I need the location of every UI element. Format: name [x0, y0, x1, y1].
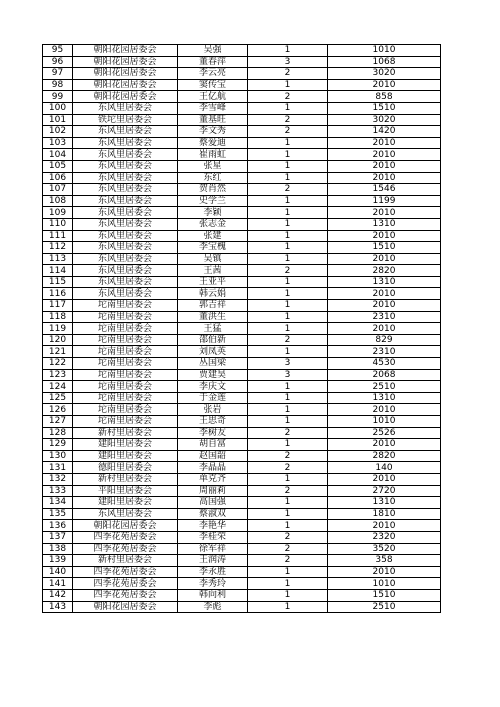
table-row [43, 207, 441, 219]
table-row [43, 276, 441, 288]
table-row [43, 381, 441, 393]
table-row [43, 149, 441, 161]
committee-cell: 东风里居委会 [73, 207, 178, 219]
name-cell: 东红 [178, 172, 248, 184]
row-number-cell: 105 [43, 160, 73, 172]
amount-cell: 2310 [328, 346, 441, 358]
row-number-cell: 124 [43, 381, 73, 393]
name-cell: 李桂荣 [178, 531, 248, 543]
count-cell: 3 [248, 358, 328, 370]
table-row [43, 102, 441, 114]
committee-cell: 东风里居委会 [73, 276, 178, 288]
amount-cell: 2720 [328, 485, 441, 497]
name-cell: 刘凤英 [178, 346, 248, 358]
amount-cell: 1199 [328, 195, 441, 207]
amount-cell: 1310 [328, 276, 441, 288]
table-row [43, 56, 441, 68]
amount-cell: 1310 [328, 497, 441, 509]
amount-cell: 2820 [328, 450, 441, 462]
name-cell: 李颖 [178, 207, 248, 219]
committee-cell: 四季花苑居委会 [73, 531, 178, 543]
amount-cell: 2320 [328, 531, 441, 543]
name-cell: 蔡爱迪 [178, 137, 248, 149]
name-cell: 李树友 [178, 427, 248, 439]
amount-cell: 1010 [328, 416, 441, 428]
table-row [43, 450, 441, 462]
name-cell: 吴强 [178, 45, 248, 57]
row-number-cell: 137 [43, 531, 73, 543]
committee-cell: 坨南里居委会 [73, 416, 178, 428]
amount-cell: 858 [328, 91, 441, 103]
amount-cell: 2010 [328, 79, 441, 91]
table-row [43, 311, 441, 323]
amount-cell: 2010 [328, 300, 441, 312]
row-number-cell: 122 [43, 358, 73, 370]
name-cell: 高国强 [178, 497, 248, 509]
row-number-cell: 102 [43, 126, 73, 138]
row-number-cell: 96 [43, 56, 73, 68]
name-cell: 王润涛 [178, 555, 248, 567]
count-cell: 1 [248, 416, 328, 428]
count-cell: 1 [248, 300, 328, 312]
name-cell: 徐军祥 [178, 543, 248, 555]
row-number-cell: 109 [43, 207, 73, 219]
row-number-cell: 136 [43, 520, 73, 532]
row-number-cell: 104 [43, 149, 73, 161]
name-cell: 李云亮 [178, 68, 248, 80]
table-row [43, 369, 441, 381]
row-number-cell: 118 [43, 311, 73, 323]
name-cell: 李宝槐 [178, 242, 248, 254]
row-number-cell: 108 [43, 195, 73, 207]
count-cell: 1 [248, 45, 328, 57]
committee-cell: 新村里居委会 [73, 473, 178, 485]
count-cell: 1 [248, 207, 328, 219]
name-cell: 董洪生 [178, 311, 248, 323]
table-row [43, 555, 441, 567]
table-row [43, 334, 441, 346]
committee-cell: 坨南里居委会 [73, 404, 178, 416]
name-cell: 张志金 [178, 218, 248, 230]
table-row [43, 288, 441, 300]
amount-cell: 4530 [328, 358, 441, 370]
row-number-cell: 131 [43, 462, 73, 474]
table-row [43, 566, 441, 578]
name-cell: 董春萍 [178, 56, 248, 68]
committee-cell: 四季花苑居委会 [73, 543, 178, 555]
row-number-cell: 111 [43, 230, 73, 242]
amount-cell: 2010 [328, 404, 441, 416]
committee-cell: 坨南里居委会 [73, 381, 178, 393]
row-number-cell: 98 [43, 79, 73, 91]
table-row [43, 265, 441, 277]
count-cell: 1 [248, 218, 328, 230]
row-number-cell: 106 [43, 172, 73, 184]
name-cell: 李永胜 [178, 566, 248, 578]
count-cell: 2 [248, 114, 328, 126]
name-cell: 于金莲 [178, 392, 248, 404]
committee-cell: 坨南里居委会 [73, 346, 178, 358]
count-cell: 2 [248, 543, 328, 555]
amount-cell: 1510 [328, 242, 441, 254]
table-row [43, 300, 441, 312]
table-row [43, 91, 441, 103]
table-row [43, 520, 441, 532]
count-cell: 2 [248, 531, 328, 543]
name-cell: 周丽莉 [178, 485, 248, 497]
committee-cell: 朝阳花园居委会 [73, 601, 178, 613]
committee-cell: 东风里居委会 [73, 253, 178, 265]
amount-cell: 1310 [328, 392, 441, 404]
row-number-cell: 126 [43, 404, 73, 416]
name-cell: 李雪峰 [178, 102, 248, 114]
count-cell: 1 [248, 439, 328, 451]
count-cell: 1 [248, 508, 328, 520]
committee-cell: 东风里居委会 [73, 184, 178, 196]
committee-cell: 东风里居委会 [73, 288, 178, 300]
committee-cell: 四季花苑居委会 [73, 589, 178, 601]
count-cell: 3 [248, 56, 328, 68]
name-cell: 张建 [178, 230, 248, 242]
committee-cell: 朝阳花园居委会 [73, 520, 178, 532]
count-cell: 1 [248, 520, 328, 532]
table-row [43, 160, 441, 172]
row-number-cell: 139 [43, 555, 73, 567]
name-cell: 窦传宝 [178, 79, 248, 91]
row-number-cell: 114 [43, 265, 73, 277]
amount-cell: 1310 [328, 218, 441, 230]
row-number-cell: 133 [43, 485, 73, 497]
table-row [43, 427, 441, 439]
table-row [43, 126, 441, 138]
table-row [43, 79, 441, 91]
name-cell: 李彪 [178, 601, 248, 613]
name-cell: 王茜 [178, 265, 248, 277]
name-cell: 贾建昊 [178, 369, 248, 381]
amount-cell: 2010 [328, 137, 441, 149]
name-cell: 李艳华 [178, 520, 248, 532]
count-cell: 1 [248, 323, 328, 335]
count-cell: 3 [248, 369, 328, 381]
table-row [43, 230, 441, 242]
amount-cell: 1010 [328, 45, 441, 57]
amount-cell: 2010 [328, 566, 441, 578]
committee-cell: 东风里居委会 [73, 160, 178, 172]
count-cell: 1 [248, 578, 328, 590]
count-cell: 2 [248, 427, 328, 439]
committee-cell: 东风里居委会 [73, 218, 178, 230]
committee-cell: 东风里居委会 [73, 137, 178, 149]
table-row [43, 172, 441, 184]
table-body [43, 45, 441, 613]
table-row [43, 416, 441, 428]
table-row [43, 462, 441, 474]
name-cell: 王亿航 [178, 91, 248, 103]
name-cell: 李庆文 [178, 381, 248, 393]
name-cell: 韩向利 [178, 589, 248, 601]
committee-cell: 东风里居委会 [73, 265, 178, 277]
name-cell: 李秀玲 [178, 578, 248, 590]
row-number-cell: 120 [43, 334, 73, 346]
table-row [43, 531, 441, 543]
row-number-cell: 134 [43, 497, 73, 509]
committee-cell: 建阳里居委会 [73, 450, 178, 462]
name-cell: 李文秀 [178, 126, 248, 138]
committee-cell: 东风里居委会 [73, 230, 178, 242]
amount-cell: 2010 [328, 160, 441, 172]
table-row [43, 114, 441, 126]
count-cell: 1 [248, 381, 328, 393]
amount-cell: 1510 [328, 589, 441, 601]
count-cell: 1 [248, 589, 328, 601]
table-row [43, 346, 441, 358]
count-cell: 1 [248, 392, 328, 404]
row-number-cell: 107 [43, 184, 73, 196]
row-number-cell: 135 [43, 508, 73, 520]
row-number-cell: 119 [43, 323, 73, 335]
table-row [43, 589, 441, 601]
count-cell: 1 [248, 242, 328, 254]
committee-cell: 铁坨里居委会 [73, 114, 178, 126]
amount-cell: 2010 [328, 323, 441, 335]
amount-cell: 2010 [328, 473, 441, 485]
committee-cell: 坨南里居委会 [73, 369, 178, 381]
amount-cell: 2010 [328, 439, 441, 451]
name-cell: 崔雨虹 [178, 149, 248, 161]
name-cell: 王思奇 [178, 416, 248, 428]
row-number-cell: 121 [43, 346, 73, 358]
amount-cell: 2820 [328, 265, 441, 277]
count-cell: 1 [248, 102, 328, 114]
amount-cell: 140 [328, 462, 441, 474]
amount-cell: 1068 [328, 56, 441, 68]
table-row [43, 242, 441, 254]
count-cell: 1 [248, 253, 328, 265]
count-cell: 1 [248, 497, 328, 509]
count-cell: 1 [248, 346, 328, 358]
table-row [43, 137, 441, 149]
table-row [43, 508, 441, 520]
count-cell: 1 [248, 288, 328, 300]
count-cell: 1 [248, 230, 328, 242]
amount-cell: 1546 [328, 184, 441, 196]
row-number-cell: 140 [43, 566, 73, 578]
row-number-cell: 125 [43, 392, 73, 404]
count-cell: 1 [248, 276, 328, 288]
name-cell: 胡自富 [178, 439, 248, 451]
row-number-cell: 132 [43, 473, 73, 485]
table-row [43, 253, 441, 265]
count-cell: 2 [248, 462, 328, 474]
count-cell: 1 [248, 404, 328, 416]
committee-cell: 新村里居委会 [73, 555, 178, 567]
name-cell: 李晶晶 [178, 462, 248, 474]
row-number-cell: 127 [43, 416, 73, 428]
amount-cell: 2010 [328, 207, 441, 219]
count-cell: 1 [248, 172, 328, 184]
count-cell: 2 [248, 126, 328, 138]
name-cell: 赵国韶 [178, 450, 248, 462]
row-number-cell: 128 [43, 427, 73, 439]
table-row [43, 323, 441, 335]
committee-cell: 东风里居委会 [73, 172, 178, 184]
name-cell: 吴镇 [178, 253, 248, 265]
count-cell: 1 [248, 473, 328, 485]
committee-cell: 四季花苑居委会 [73, 578, 178, 590]
records-table [42, 44, 441, 613]
committee-cell: 朝阳花园居委会 [73, 45, 178, 57]
row-number-cell: 95 [43, 45, 73, 57]
count-cell: 2 [248, 91, 328, 103]
count-cell: 2 [248, 265, 328, 277]
name-cell: 单克齐 [178, 473, 248, 485]
row-number-cell: 100 [43, 102, 73, 114]
count-cell: 2 [248, 485, 328, 497]
table-row [43, 543, 441, 555]
count-cell: 1 [248, 149, 328, 161]
committee-cell: 朝阳花园居委会 [73, 56, 178, 68]
committee-cell: 建阳里居委会 [73, 497, 178, 509]
committee-cell: 四季花苑居委会 [73, 566, 178, 578]
table-row [43, 45, 441, 57]
committee-cell: 东风里居委会 [73, 195, 178, 207]
table-row [43, 195, 441, 207]
amount-cell: 2010 [328, 230, 441, 242]
amount-cell: 2310 [328, 311, 441, 323]
count-cell: 1 [248, 160, 328, 172]
row-number-cell: 141 [43, 578, 73, 590]
row-number-cell: 117 [43, 300, 73, 312]
amount-cell: 3020 [328, 68, 441, 80]
amount-cell: 829 [328, 334, 441, 346]
row-number-cell: 110 [43, 218, 73, 230]
committee-cell: 朝阳花园居委会 [73, 79, 178, 91]
row-number-cell: 101 [43, 114, 73, 126]
committee-cell: 东风里居委会 [73, 102, 178, 114]
table-row [43, 578, 441, 590]
row-number-cell: 112 [43, 242, 73, 254]
committee-cell: 建阳里居委会 [73, 439, 178, 451]
table-row [43, 184, 441, 196]
amount-cell: 2010 [328, 288, 441, 300]
amount-cell: 3020 [328, 114, 441, 126]
committee-cell: 东风里居委会 [73, 149, 178, 161]
table-row [43, 358, 441, 370]
count-cell: 1 [248, 311, 328, 323]
row-number-cell: 116 [43, 288, 73, 300]
table-row [43, 404, 441, 416]
committee-cell: 朝阳花园居委会 [73, 91, 178, 103]
amount-cell: 1510 [328, 102, 441, 114]
name-cell: 韩云娟 [178, 288, 248, 300]
committee-cell: 东风里居委会 [73, 242, 178, 254]
amount-cell: 1420 [328, 126, 441, 138]
count-cell: 1 [248, 195, 328, 207]
row-number-cell: 97 [43, 68, 73, 80]
count-cell: 1 [248, 137, 328, 149]
committee-cell: 新村里居委会 [73, 427, 178, 439]
name-cell: 董基旺 [178, 114, 248, 126]
name-cell: 郭吉祥 [178, 300, 248, 312]
row-number-cell: 113 [43, 253, 73, 265]
table-row [43, 68, 441, 80]
row-number-cell: 115 [43, 276, 73, 288]
count-cell: 1 [248, 601, 328, 613]
table-row [43, 485, 441, 497]
committee-cell: 坨南里居委会 [73, 300, 178, 312]
amount-cell: 1810 [328, 508, 441, 520]
amount-cell: 2510 [328, 381, 441, 393]
name-cell: 王猛 [178, 323, 248, 335]
name-cell: 张星 [178, 160, 248, 172]
amount-cell: 3520 [328, 543, 441, 555]
amount-cell: 1010 [328, 578, 441, 590]
row-number-cell: 99 [43, 91, 73, 103]
committee-cell: 坨南里居委会 [73, 392, 178, 404]
committee-cell: 坨南里居委会 [73, 334, 178, 346]
table-row [43, 218, 441, 230]
row-number-cell: 129 [43, 439, 73, 451]
name-cell: 史学兰 [178, 195, 248, 207]
committee-cell: 东风里居委会 [73, 126, 178, 138]
amount-cell: 2010 [328, 149, 441, 161]
row-number-cell: 123 [43, 369, 73, 381]
count-cell: 1 [248, 79, 328, 91]
name-cell: 王亚平 [178, 276, 248, 288]
row-number-cell: 143 [43, 601, 73, 613]
table-row [43, 392, 441, 404]
row-number-cell: 138 [43, 543, 73, 555]
count-cell: 2 [248, 450, 328, 462]
committee-cell: 东风里居委会 [73, 508, 178, 520]
row-number-cell: 142 [43, 589, 73, 601]
row-number-cell: 130 [43, 450, 73, 462]
name-cell: 蔡淑双 [178, 508, 248, 520]
amount-cell: 358 [328, 555, 441, 567]
amount-cell: 2068 [328, 369, 441, 381]
amount-cell: 2526 [328, 427, 441, 439]
committee-cell: 德阳里居委会 [73, 462, 178, 474]
count-cell: 2 [248, 334, 328, 346]
committee-cell: 坨南里居委会 [73, 323, 178, 335]
count-cell: 1 [248, 566, 328, 578]
count-cell: 2 [248, 555, 328, 567]
table-row [43, 497, 441, 509]
amount-cell: 2010 [328, 172, 441, 184]
committee-cell: 平阳里居委会 [73, 485, 178, 497]
name-cell: 张岩 [178, 404, 248, 416]
committee-cell: 坨南里居委会 [73, 358, 178, 370]
table-row [43, 601, 441, 613]
row-number-cell: 103 [43, 137, 73, 149]
table-row [43, 439, 441, 451]
committee-cell: 坨南里居委会 [73, 311, 178, 323]
name-cell: 丛国梁 [178, 358, 248, 370]
amount-cell: 2510 [328, 601, 441, 613]
count-cell: 2 [248, 184, 328, 196]
table-row [43, 473, 441, 485]
amount-cell: 2010 [328, 253, 441, 265]
name-cell: 邵伯新 [178, 334, 248, 346]
amount-cell: 2010 [328, 520, 441, 532]
count-cell: 2 [248, 68, 328, 80]
committee-cell: 朝阳花园居委会 [73, 68, 178, 80]
name-cell: 贺肖然 [178, 184, 248, 196]
